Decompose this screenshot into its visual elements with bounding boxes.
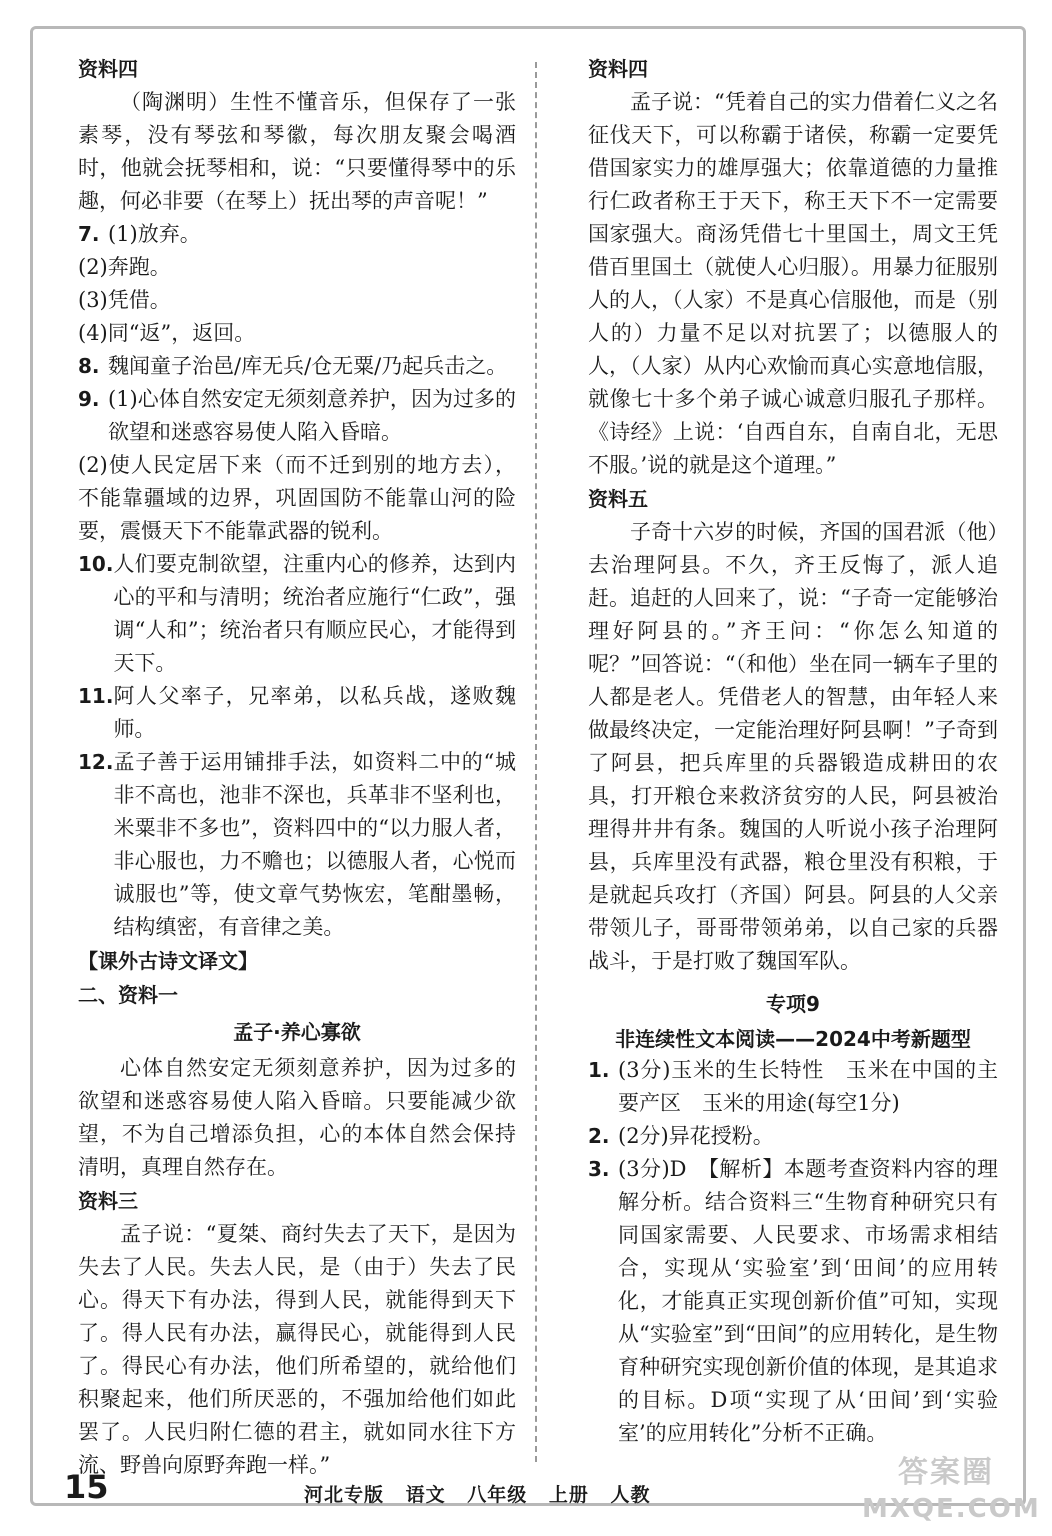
material-5-heading: 资料五 xyxy=(588,487,648,511)
answer-12-number: 12. xyxy=(78,750,114,774)
answer-7-part-3: (3)凭借。 xyxy=(78,288,171,312)
left-column xyxy=(78,52,516,1482)
answer-10-number: 10. xyxy=(78,552,114,576)
answer-8-number: 8. xyxy=(78,354,100,378)
material-3-text: 孟子说：“夏桀、商纣失去了天下，是因为失去了人民。失去人民，是（由于）失去了民心。得天下有办法，得到人民，就能得到天下了。得人民有办法，赢得民心，就能得到人民了。得民心有办法，他们所希望的，就给他们积聚起来，他们所厌恶的，不强加给他们如此罢了。人民归附仁德的君主，就如同水往下方流、野兽向原野奔跑一样。” xyxy=(78,1222,516,1477)
material-4-text: （陶渊明）生性不懂音乐，但保存了一张素琴，没有琴弦和琴徽，每次朋友聚会喝酒时，他就会抚琴相和，说：“只要懂得琴中的乐趣，何必非要（在琴上）抚出琴的声音呢！” xyxy=(78,90,516,213)
answer-8 xyxy=(78,350,516,383)
translation-heading: 【课外古诗文译文】 xyxy=(78,949,258,973)
topic-title: 专项9 xyxy=(766,992,820,1016)
answer-11-text: 阿人父率子，兄率弟，以私兵战，遂败魏师。 xyxy=(113,684,516,741)
watermark-line-1: 答案圈 xyxy=(898,1455,994,1490)
answer-9 xyxy=(78,383,516,449)
answer-9-number: 9. xyxy=(78,387,100,411)
answer-12-text: 孟子善于运用铺排手法，如资料二中的“城非不高也，池非不深也，兵革非不坚利也，米粟非不多也”，资料四中的“以力服人者，非心服也，力不赡也；以德服人者，心悦而诚服也”等，使文章气势恢宏，笔酣墨畅，结构缜密，有音律之美。 xyxy=(113,750,516,939)
poem-title: 孟子·养心寡欲 xyxy=(233,1020,361,1044)
answer-7-part-1: (1)放弃。 xyxy=(108,222,201,246)
section-2-heading: 二、资料一 xyxy=(78,983,178,1007)
site-watermark xyxy=(862,1455,1041,1527)
topic-answer-1 xyxy=(588,1054,998,1120)
topic-answer-3-number: 3. xyxy=(588,1157,610,1181)
material-5-text: 子奇十六岁的时候，齐国的国君派（他）去治理阿县。不久，齐王反悔了，派人追赶。追赶的人回来了，说：“子奇一定能够治理好阿县的。”齐王问：“你怎么知道的呢？”回答说：“（和他）坐在同一辆车子里的人都是老人。凭借老人的智慧，由年轻人来做最终决定，一定能治理好阿县啊！”子奇到了阿县，把兵库里的兵器锻造成耕田的农具，打开粮仓来救济贫穷的人民，阿县被治理得井井有条。魏国的人听说小孩子治理阿县，兵库里没有武器，粮仓里没有积粮，于是就起兵攻打（齐国）阿县。阿县的人父亲带领儿子，哥哥带领弟弟，以自己家的兵器战斗，于是打败了魏国军队。 xyxy=(588,520,998,973)
answer-10 xyxy=(78,548,516,680)
answer-7-number: 7. xyxy=(78,222,100,246)
answer-9-part-1: (1)心体自然安定无须刻意养护，因为过多的欲望和迷惑容易使人陷入昏暗。 xyxy=(108,387,516,444)
answer-8-text: 魏闻童子治邑/库无兵/仓无粟/乃起兵击之。 xyxy=(108,354,508,378)
topic-answer-1-number: 1. xyxy=(588,1058,610,1082)
answer-7-part-2: (2)奔跑。 xyxy=(78,255,171,279)
right-material-4-heading: 资料四 xyxy=(588,57,648,81)
answer-11-number: 11. xyxy=(78,684,114,708)
answer-9-part-2: (2)使人民定居下来（而不迁到别的地方去），不能靠疆域的边界，巩固国防不能靠山河的险要，震慑天下不能靠武器的锐利。 xyxy=(78,453,516,543)
topic-answer-3 xyxy=(588,1153,998,1450)
topic-answer-1-text: (3分)玉米的生长特性 玉米在中国的主要产区 玉米的用途(每空1分) xyxy=(618,1058,998,1115)
topic-answer-3-text: (3分)D 【解析】本题考查资料内容的理解分析。结合资料三“生物育种研究只有同国家需要、人民要求、市场需求相结合，实现从‘实验室’到‘田间’的应用转化，才能真正实现创新价值”可知，实现从“实验室”到“田间”的应用转化，是生物育种研究实现创新价值的体现，是其追求的目标。D项“实现了从‘田间’到‘实验室’的应用转化”分析不正确。 xyxy=(618,1157,998,1445)
material-1-text: 心体自然安定无须刻意养护，因为过多的欲望和迷惑容易使人陷入昏暗。只要能减少欲望，不为自己增添负担，心的本体自然会保持清明，真理自然存在。 xyxy=(78,1056,516,1179)
topic-subtitle: 非连续性文本阅读——2024中考新题型 xyxy=(615,1027,971,1051)
edition-info: 河北专版 语文 八年级 上册 人教 xyxy=(304,1484,651,1506)
column-divider xyxy=(535,62,537,1462)
answer-7-part-4: (4)同“返”，返回。 xyxy=(78,321,256,345)
right-material-4-text: 孟子说：“凭着自己的实力借着仁义之名征伐天下，可以称霸于诸侯，称霸一定要凭借国家实力的雄厚强大；依靠道德的力量推行仁政者称王于天下，称王天下不一定需要国家强大。商汤凭借七十里国土，周文王凭借百里国土（就使人心归服）。用暴力征服别人的人，（人家）不是真心信服他，而是（别人的）力量不足以对抗罢了；以德服人的人，（人家）从内心欢愉而真心实意地信服，就像七十多个弟子诚心诚意归服孔子那样。《诗经》上说：‘自西自东，自南自北，无思不服。’说的就是这个道理。” xyxy=(588,90,998,477)
topic-answer-2-number: 2. xyxy=(588,1124,610,1148)
answer-12 xyxy=(78,746,516,944)
watermark-line-2: MXQE.COM xyxy=(862,1494,1041,1524)
right-column xyxy=(588,52,998,1450)
material-3-heading: 资料三 xyxy=(78,1189,138,1213)
answer-11 xyxy=(78,680,516,746)
answer-7 xyxy=(78,218,516,251)
material-4-heading: 资料四 xyxy=(78,57,138,81)
topic-answer-2-text: (2分)异花授粉。 xyxy=(618,1124,774,1148)
topic-answer-2 xyxy=(588,1120,998,1153)
page-number: 15 xyxy=(64,1468,109,1506)
answer-10-text: 人们要克制欲望，注重内心的修养，达到内心的平和与清明；统治者应施行“仁政”，强调“人和”；统治者只有顺应民心，才能得到天下。 xyxy=(113,552,516,675)
